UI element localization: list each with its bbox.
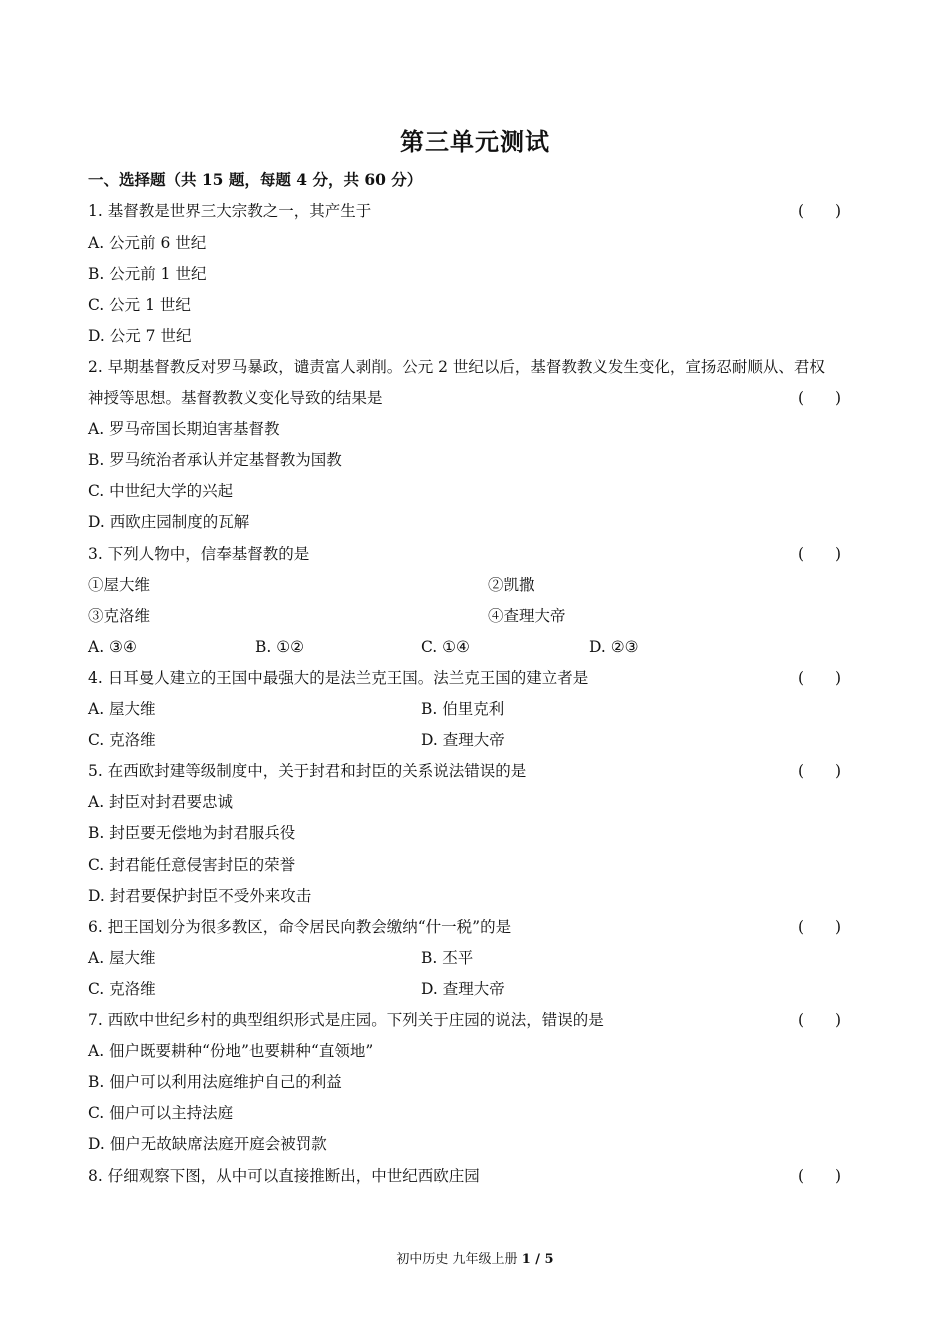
question-1-stem: 1. 基督教是世界三大宗教之一，其产生于	[88, 202, 372, 220]
question-2-stem-cont: 神授等思想。基督教教义变化导致的结果是	[88, 389, 383, 407]
answer-blank: ( )	[798, 1011, 842, 1029]
page-number: 1 / 5	[521, 1252, 554, 1267]
q3-item-1: ①屋大维	[88, 576, 151, 594]
answer-blank: ( )	[798, 202, 842, 220]
footer-course: 初中历史 九年级上册	[396, 1252, 522, 1267]
q1-option-d: D. 公元 7 世纪	[88, 327, 192, 345]
q4-option-b: B. 伯里克利	[421, 700, 505, 718]
question-3-stem: 3. 下列人物中，信奉基督教的是	[88, 545, 310, 563]
q7-option-d: D. 佃户无故缺席法庭开庭会被罚款	[88, 1135, 327, 1153]
q2-option-d: D. 西欧庄园制度的瓦解	[88, 513, 250, 531]
question-4-stem: 4. 日耳曼人建立的王国中最强大的是法兰克王国。法兰克王国的建立者是	[88, 669, 589, 687]
q3-item-4: ④查理大帝	[488, 607, 566, 625]
q6-option-c: C. 克洛维	[88, 980, 156, 998]
q3-option-b: B. ①②	[255, 638, 305, 656]
answer-blank: ( )	[798, 918, 842, 936]
question-7-stem: 7. 西欧中世纪乡村的典型组织形式是庄园。下列关于庄园的说法，错误的是	[88, 1011, 604, 1029]
answer-blank: ( )	[798, 762, 842, 780]
q5-option-a: A. 封臣对封君要忠诚	[88, 793, 234, 811]
question-5-stem: 5. 在西欧封建等级制度中，关于封君和封臣的关系说法错误的是	[88, 762, 527, 780]
q2-option-b: B. 罗马统治者承认并定基督教为国教	[88, 451, 342, 469]
q5-option-b: B. 封臣要无偿地为封君服兵役	[88, 824, 296, 842]
q4-option-d: D. 查理大帝	[421, 731, 505, 749]
q7-option-a: A. 佃户既要耕种“份地”也要耕种“直领地”	[88, 1042, 374, 1060]
q4-option-c: C. 克洛维	[88, 731, 156, 749]
answer-blank: ( )	[798, 669, 842, 687]
q2-option-c: C. 中世纪大学的兴起	[88, 482, 234, 500]
q1-option-c: C. 公元 1 世纪	[88, 296, 191, 314]
q6-option-a: A. 屋大维	[88, 949, 156, 967]
q1-option-a: A. 公元前 6 世纪	[88, 234, 207, 252]
q3-option-a: A. ③④	[88, 638, 137, 656]
q3-option-d: D. ②③	[589, 638, 639, 656]
q3-item-3: ③克洛维	[88, 607, 151, 625]
question-2-stem: 2. 早期基督教反对罗马暴政，谴责富人剥削。公元 2 世纪以后，基督教教义发生变化，宣扬忍耐顺从、君权	[88, 358, 825, 376]
section-heading: 一、选择题（共 15 题，每题 4 分，共 60 分）	[88, 170, 423, 189]
answer-blank: ( )	[798, 389, 842, 407]
q7-option-b: B. 佃户可以利用法庭维护自己的利益	[88, 1073, 342, 1091]
q5-option-d: D. 封君要保护封臣不受外来攻击	[88, 887, 312, 905]
q1-option-b: B. 公元前 1 世纪	[88, 265, 207, 283]
q4-option-a: A. 屋大维	[88, 700, 156, 718]
answer-blank: ( )	[798, 1167, 842, 1185]
question-8-stem: 8. 仔细观察下图，从中可以直接推断出，中世纪西欧庄园	[88, 1167, 480, 1185]
question-6-stem: 6. 把王国划分为很多教区，命令居民向教会缴纳“什一税”的是	[88, 918, 512, 936]
q7-option-c: C. 佃户可以主持法庭	[88, 1104, 234, 1122]
answer-blank: ( )	[798, 545, 842, 563]
q5-option-c: C. 封君能任意侵害封臣的荣誉	[88, 856, 296, 874]
q2-option-a: A. 罗马帝国长期迫害基督教	[88, 420, 280, 438]
page-title: 第三单元测试	[400, 127, 550, 156]
q3-option-c: C. ①④	[421, 638, 470, 656]
q6-option-d: D. 查理大帝	[421, 980, 505, 998]
page-footer	[0, 1248, 950, 1267]
q3-item-2: ②凯撒	[488, 576, 535, 594]
q6-option-b: B. 丕平	[421, 949, 474, 967]
